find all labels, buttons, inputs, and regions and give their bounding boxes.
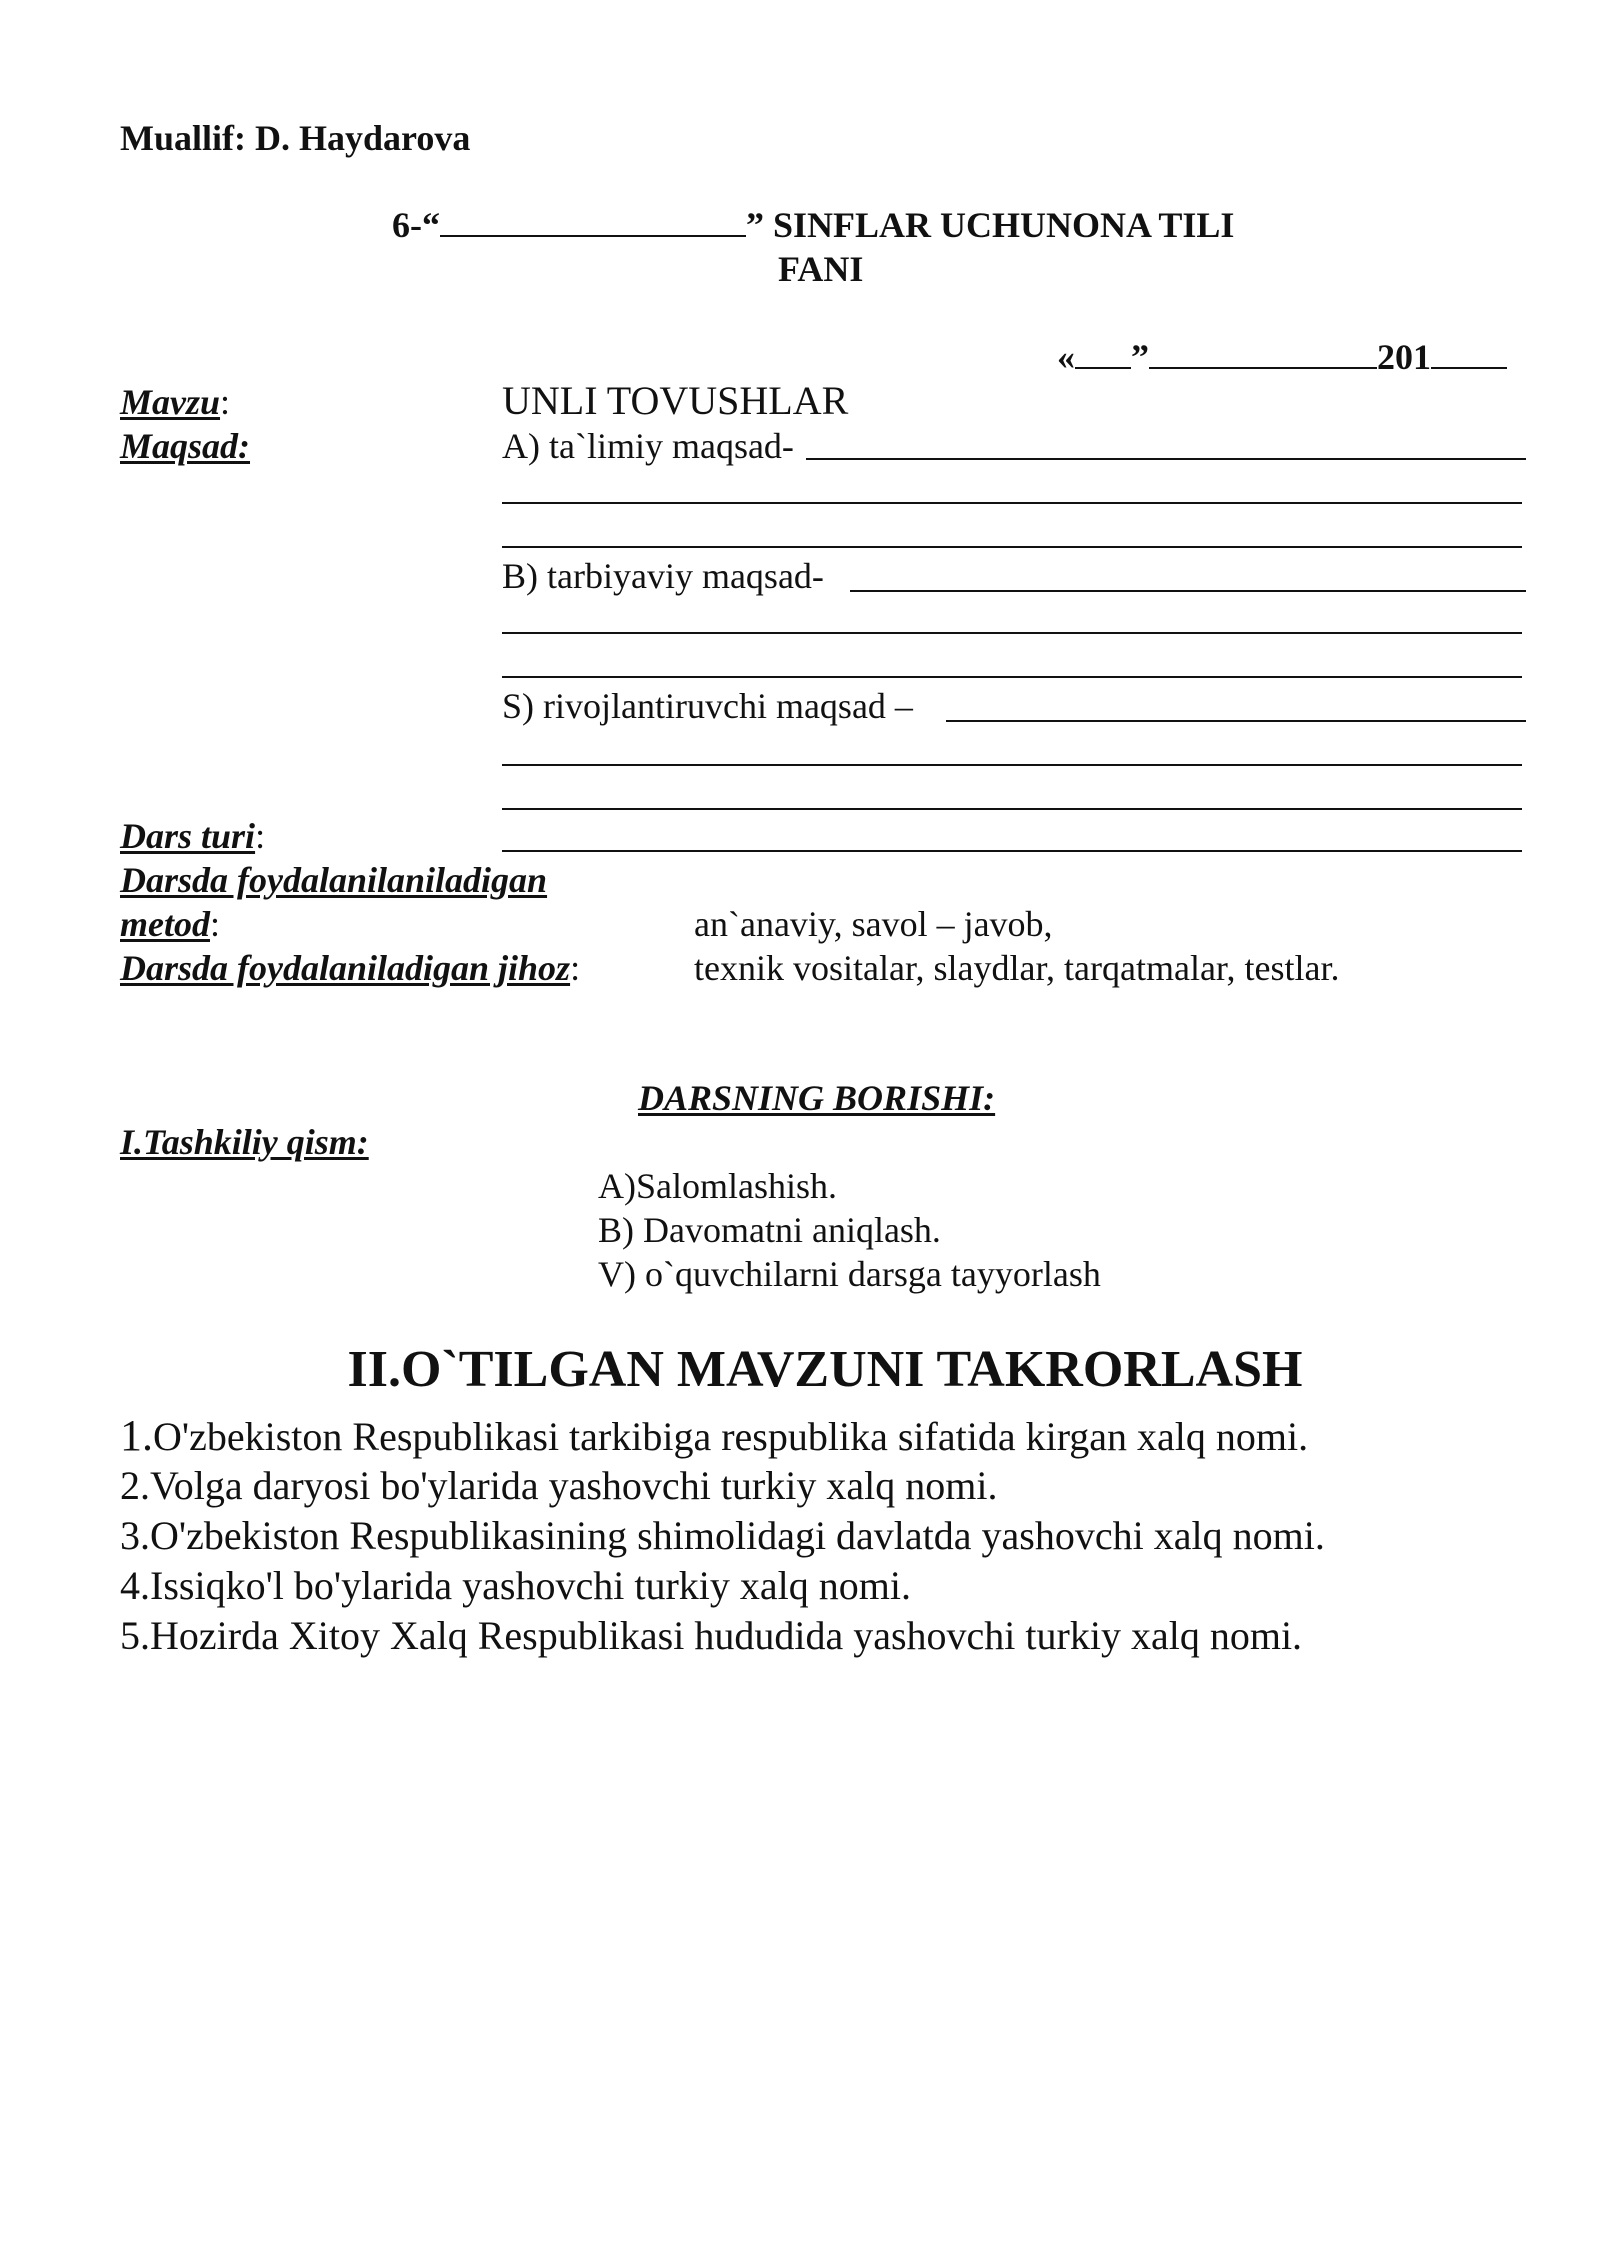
- class-name-blank[interactable]: [440, 207, 746, 237]
- title-prefix: 6-“: [392, 205, 440, 245]
- goal-b-label: B) tarbiyaviy maqsad-: [502, 556, 824, 596]
- question-text: Hozirda Xitoy Xalq Respublikasi hududida yashovchi turkiy xalq nomi.: [150, 1613, 1303, 1658]
- date-year-blank[interactable]: [1431, 339, 1507, 369]
- dars-turi-colon: :: [255, 816, 266, 856]
- date-line: [1057, 339, 1507, 375]
- question-text: O'zbekiston Respublikasining shimolidagi davlatda yashovchi xalq nomi.: [150, 1513, 1325, 1558]
- goal-s-blank-3[interactable]: [502, 808, 1522, 810]
- question-3: [120, 1513, 1325, 1558]
- question-text: Issiqko'l bo'ylarida yashovchi turkiy xalq nomi.: [150, 1563, 911, 1608]
- date-month-blank[interactable]: [1149, 339, 1377, 369]
- metod-label-row: [120, 906, 220, 942]
- goal-s-blank[interactable]: [946, 720, 1526, 722]
- dars-turi-blank[interactable]: [502, 850, 1522, 852]
- goal-s-label: S) rivojlantiruvchi maqsad –: [502, 686, 913, 726]
- question-number: 5.: [120, 1613, 150, 1658]
- metod-label-line2: metod: [120, 904, 210, 944]
- question-number: 2.: [120, 1463, 150, 1508]
- goal-a-label: A) ta`limiy maqsad-: [502, 426, 794, 466]
- date-day-blank[interactable]: [1075, 339, 1131, 369]
- question-text: O'zbekiston Respublikasi tarkibiga respublika sifatida kirgan xalq nomi.: [153, 1414, 1309, 1459]
- jihoz-label: Darsda foydalaniladigan jihoz: [120, 948, 571, 988]
- date-mid-quote: ”: [1131, 337, 1149, 377]
- mavzu-label-row: [120, 384, 230, 420]
- question-4: [120, 1563, 911, 1608]
- goal-s-blank-2[interactable]: [502, 764, 1522, 766]
- metod-colon: :: [209, 904, 220, 944]
- mavzu-colon: :: [220, 382, 231, 422]
- metod-label-line1: Darsda foydalanilaniladigan: [120, 860, 548, 900]
- question-5: [120, 1613, 1303, 1658]
- part1-item-attendance: B) Davomatni aniqlash.: [598, 1210, 941, 1250]
- part1-item-preparation: V) o`quvchilarni darsga tayyorlash: [598, 1254, 1101, 1294]
- jihoz-value: texnik vositalar, slaydlar, tarqatmalar, testlar.: [694, 948, 1340, 988]
- question-number: 1.: [120, 1411, 153, 1460]
- part2-heading: II.O`TILGAN MAVZUNI TAKRORLASH: [347, 1341, 1303, 1398]
- question-number: 3.: [120, 1513, 150, 1558]
- part1-item-greeting: A)Salomlashish.: [598, 1166, 837, 1206]
- jihoz-label-row: [120, 950, 580, 986]
- dars-turi-label: Dars turi: [120, 816, 256, 856]
- jihoz-colon: :: [570, 948, 581, 988]
- goal-b-blank[interactable]: [850, 590, 1526, 592]
- date-year-prefix: 201: [1377, 337, 1431, 377]
- question-text: Volga daryosi bo'ylarida yashovchi turkiy xalq nomi.: [150, 1463, 998, 1508]
- document-title-line2: FANI: [778, 249, 864, 289]
- goal-a-blank-3[interactable]: [502, 546, 1522, 548]
- document-title: [392, 207, 1234, 243]
- metod-value: an`anaviy, savol – javob,: [694, 904, 1053, 944]
- author-line: Muallif: D. Haydarova: [120, 118, 471, 158]
- date-open-quote: «: [1057, 337, 1075, 377]
- mavzu-value: UNLI TOVUSHLAR: [502, 378, 849, 423]
- mavzu-label: Mavzu: [120, 382, 221, 422]
- title-suffix: ” SINFLAR UCHUNONA TILI: [746, 205, 1235, 245]
- goal-b-blank-3[interactable]: [502, 676, 1522, 678]
- lesson-heading: DARSNING BORISHI:: [638, 1078, 996, 1118]
- goal-b-blank-2[interactable]: [502, 632, 1522, 634]
- question-1: [120, 1411, 1309, 1460]
- part1-label: I.Tashkiliy qism:: [120, 1122, 369, 1162]
- maqsad-label: Maqsad:: [120, 426, 251, 466]
- question-2: [120, 1463, 998, 1508]
- question-number: 4.: [120, 1563, 150, 1608]
- goal-a-blank-2[interactable]: [502, 502, 1522, 504]
- goal-a-blank[interactable]: [806, 458, 1526, 460]
- dars-turi-label-row: [120, 818, 265, 854]
